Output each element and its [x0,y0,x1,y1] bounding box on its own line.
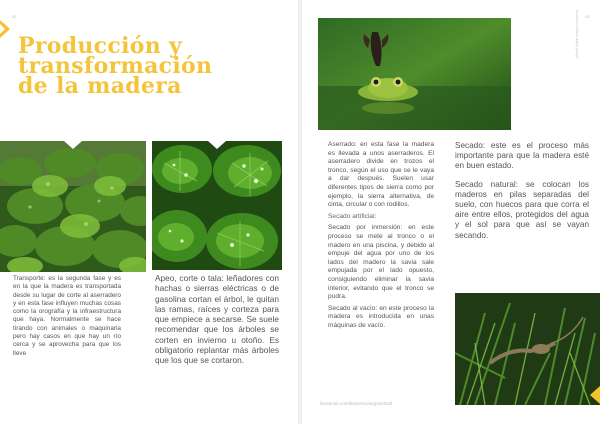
yellow-corner-marker [0,20,10,38]
felling-paragraph: Apeo, corte o tala: leñadores con hachas o sierras eléctricas o de gasolina cortan el árbol, le quitan las ramas, raíces y corteza para que empiece a secarse. Se suele recomendar que los árboles se corten en invierno u otoño. Es obligatorio replantar más árboles que los que se cortaron. [155,273,279,366]
page-number-right: 03 [585,14,590,19]
drying-column [455,141,589,249]
transport-paragraph: Transporte: es la segunda fase y es en la que la madera es transportada desde su lugar de corte al aserradero y en esta fase influyen muchas cosas como la orografía y la infraestructura que haya. Normalmente se hace tirando con animales o maquinaria pero hay casos en que hay un río cerca y se aprovecha para que los lleve [13,275,121,357]
lizard-photo [455,293,600,405]
natural-drying-paragraph: Secado natural: se colocan los maderos en pilas separadas del suelo, con huecos para que corra el aire entre ellos, protegidos del agua y el sol para que así se vayan secando. [455,179,589,240]
margin-note: Mosat digital maginis contents · [575,7,579,58]
page-title [18,33,278,99]
sawing-paragraph: Aserrado: en esta fase la madera es llevada a unos aserraderos. El aserradero divide en trozos el tronco, según el uso que se le vaya a dar después. Suelen usar diferentes tipos de sierra como por ejemplo, la sierra alternativa, de cinta, circular o con rodillos. [328,141,434,209]
photo-notch [208,141,226,149]
photo-notch [64,141,82,149]
immersion-drying-paragraph: Secado por inmersión: en este proceso se mete al tronco o el madero en una piscina, y debido al empuje del agua por uno de los lados del madero la savia sale empujada por el lado opuesto, consiguiendo eliminar la savia interior, evitando que el tronco se pudra. [328,224,434,301]
photo-credit: facebook.com/brainmovie/gorisrtsdl [320,401,393,406]
leaves-photo-2 [152,141,282,270]
page-number-left: 02 [12,14,17,19]
sawing-column [328,141,434,333]
title-line-1: Producción y [18,33,183,59]
title-line-2: transformación [18,53,213,79]
artificial-drying-heading: Secado artificial: [328,212,377,220]
frog-photo [318,18,511,130]
vacuum-drying-paragraph: Secado al vacío: en este proceso la madera es introducida en unas máquinas de vacío. [328,304,434,329]
drying-paragraph: Secado: este es el proceso más importante para que la madera esté en buen estado. [455,141,589,171]
yellow-corner-marker [590,386,600,404]
title-line-3: de la madera [18,73,182,99]
leaves-photo-1 [0,141,146,272]
left-page [0,0,298,424]
